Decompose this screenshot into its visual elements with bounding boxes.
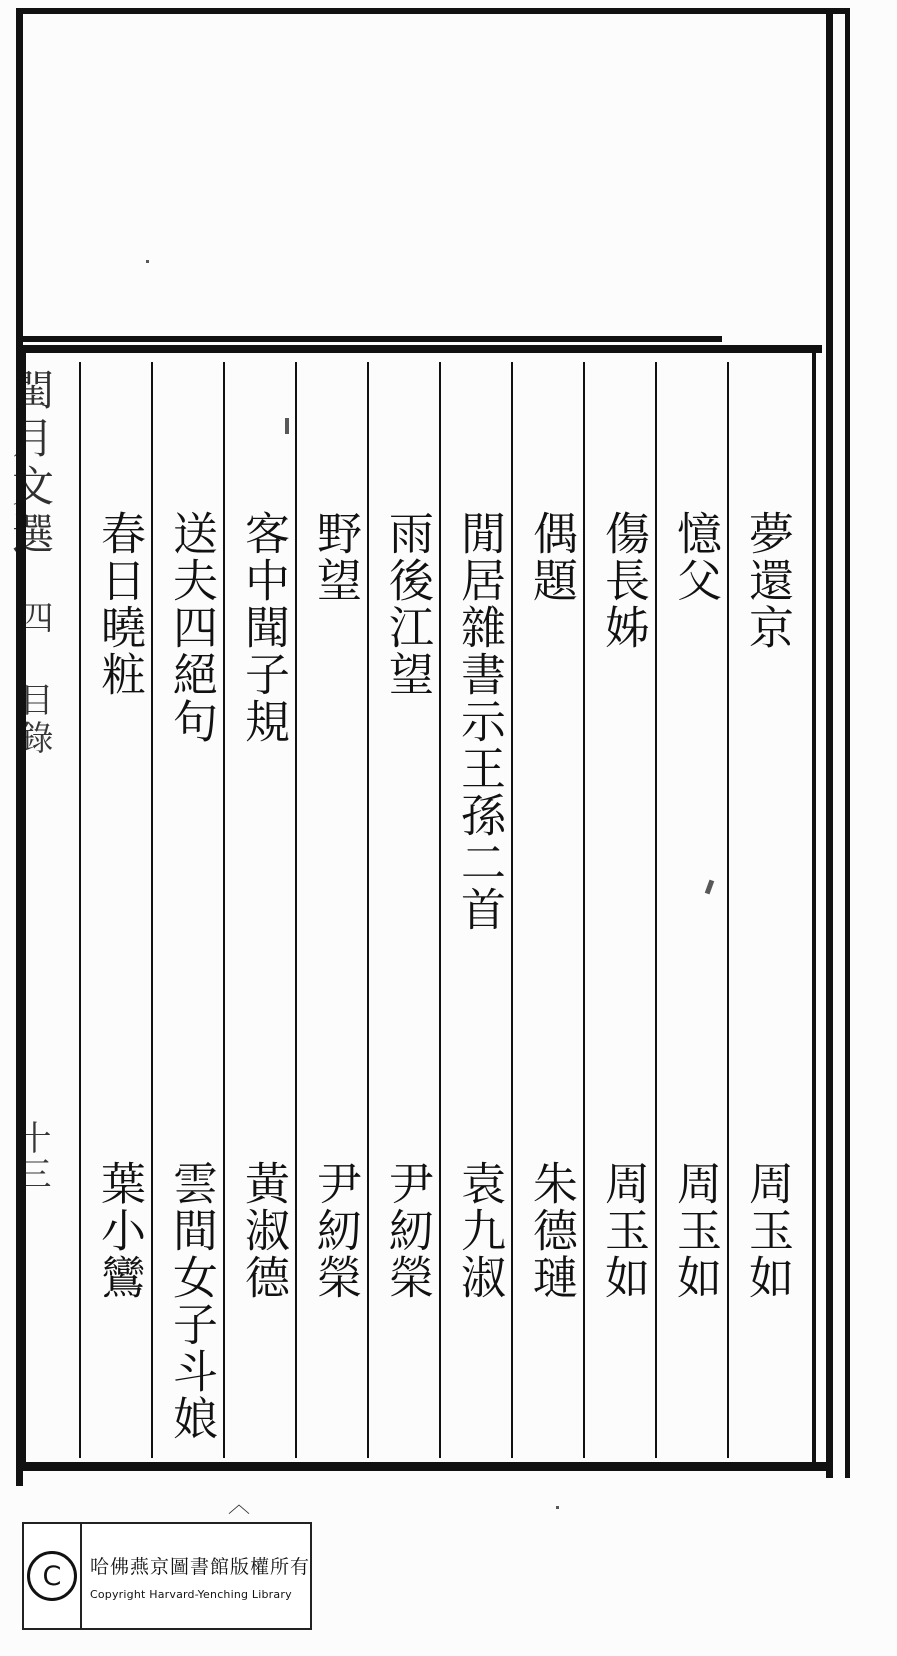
ink-mark bbox=[285, 418, 289, 434]
toc-entry-author: 朱德璉 bbox=[525, 1160, 578, 1301]
column-rule-4 bbox=[511, 362, 513, 1458]
folio-number: 十三 bbox=[11, 1120, 51, 1192]
toc-entry-author: 袁九淑 bbox=[453, 1160, 506, 1301]
toc-entry-title: 憶父 bbox=[669, 510, 722, 604]
column-rule-5 bbox=[439, 362, 441, 1458]
toc-entry-author: 葉小鸞 bbox=[93, 1160, 146, 1301]
column-rule-3 bbox=[583, 362, 585, 1458]
column-rule-1 bbox=[727, 362, 729, 1458]
page-frame-right-inner-rule bbox=[826, 8, 833, 1478]
column-rule-8 bbox=[223, 362, 225, 1458]
column-rule-10 bbox=[79, 362, 81, 1458]
column-rule-6 bbox=[367, 362, 369, 1458]
stamp-english-text: Copyright Harvard-Yenching Library bbox=[89, 1587, 292, 1601]
toc-top-band bbox=[22, 336, 722, 342]
page-frame-right-outer-rule bbox=[845, 8, 850, 1478]
toc-entry-author: 周玉如 bbox=[597, 1160, 650, 1301]
stamp-chinese-text: 哈佛燕京圖書館版權所有 bbox=[89, 1555, 310, 1578]
toc-entry-title: 送夫四絕句 bbox=[165, 510, 218, 745]
column-rule-9 bbox=[151, 362, 153, 1458]
stamp-text bbox=[82, 1552, 310, 1601]
spine-subtitle: 四 目錄 bbox=[13, 600, 53, 758]
toc-entry-title: 雨後江望 bbox=[381, 510, 434, 698]
copyright-mark bbox=[24, 1524, 82, 1628]
toc-entry-title: 閒居雜書示王孫二首 bbox=[453, 510, 506, 933]
toc-entry-title: 野望 bbox=[309, 510, 362, 604]
toc-entry-title: 客中聞子規 bbox=[237, 510, 290, 745]
spine-title: 閨月文選 bbox=[6, 368, 55, 560]
toc-entry-title: 偶題 bbox=[525, 510, 578, 604]
column-rule-7 bbox=[295, 362, 297, 1458]
ink-speck bbox=[146, 260, 149, 263]
toc-entry-author: 尹紉榮 bbox=[309, 1160, 362, 1301]
toc-entry-author: 周玉如 bbox=[669, 1160, 722, 1301]
toc-entry-author: 黃淑德 bbox=[237, 1160, 290, 1301]
toc-frame-right-rule bbox=[812, 345, 816, 1463]
toc-entry-author: 尹紉榮 bbox=[381, 1160, 434, 1301]
library-stamp bbox=[22, 1522, 312, 1630]
copyright-icon: C bbox=[27, 1551, 77, 1601]
toc-entry-title: 傷長姊 bbox=[597, 510, 650, 651]
toc-entry-author: 雲間女子斗娘 bbox=[165, 1160, 218, 1442]
toc-entry-title: 春日曉粧 bbox=[93, 510, 146, 698]
column-rule-2 bbox=[655, 362, 657, 1458]
toc-entry-title: 夢還京 bbox=[741, 510, 794, 651]
toc-entry-author: 周玉如 bbox=[741, 1160, 794, 1301]
ink-speck bbox=[556, 1506, 559, 1509]
center-fold-tick: ︿ bbox=[228, 1493, 251, 1518]
